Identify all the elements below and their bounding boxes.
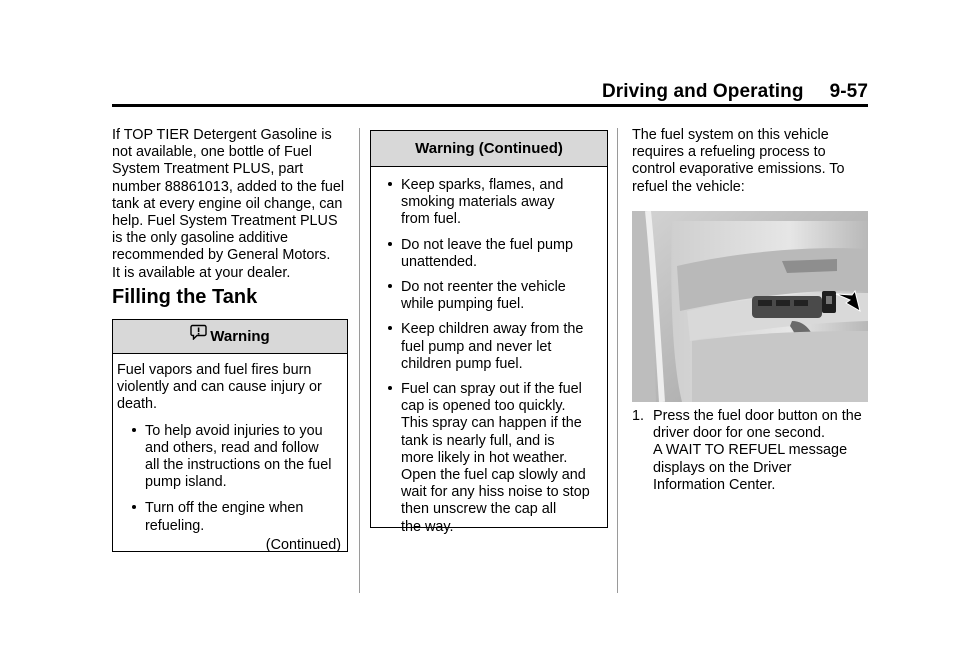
- step-1: [632, 408, 887, 508]
- warning-bullet: Keep children away from the fuel pump and never let children pump fuel.: [385, 321, 607, 373]
- warning-bullet: Do not reenter the vehicle while pumping fuel.: [385, 279, 607, 313]
- running-head: [602, 81, 868, 103]
- continued-label: (Continued): [265, 536, 341, 553]
- step-number: 1.: [632, 408, 645, 424]
- warning-intro: Fuel vapors and fuel fires burn violently and can cause injury or death.: [117, 362, 322, 413]
- header-rule: [112, 104, 868, 107]
- refuel-intro: The fuel system on this vehicle requires a refueling process to control evaporative emissions. To refuel the vehicle:: [632, 127, 845, 195]
- warning-continued-bullet-list: [385, 177, 607, 536]
- warning-bullet: To help avoid injuries to you and others, read and follow all the instructions on the fuel pump island.: [129, 423, 343, 492]
- section-name: Driving and Operating: [601, 81, 804, 102]
- page-number: 9-57: [829, 81, 868, 102]
- section-title: Filling the Tank: [112, 286, 258, 308]
- warning-title: Warning: [210, 328, 270, 345]
- warning-bullet: Fuel can spray out if the fuel cap is opened too quickly. This spray can happen if the tank is nearly full, and is more likely in hot weather. Open the fuel cap slowly and wait for any hiss noise to stop then unscrew the cap all the way.: [385, 381, 607, 536]
- page-header: [112, 80, 868, 106]
- intro-paragraph: If TOP TIER Detergent Gasoline is not available, one bottle of Fuel System Treatment PLUS, part number 88861013, added to the fuel tank at every engine oil change, can help. Fuel System Treatment PLUS is the only gasoline additive recommended by General Motors. It is available at your dealer.: [112, 127, 345, 281]
- warning-bullet: Turn off the engine when refueling.: [129, 500, 343, 534]
- column-divider-left: [359, 128, 360, 593]
- warning-box: [112, 319, 348, 552]
- warning-bullet-list: [129, 423, 343, 535]
- step-text: Press the fuel door button on the driver door for one second. A WAIT TO REFUEL message displays on the Driver Information Center.: [653, 408, 862, 493]
- warning-continued-header: Warning (Continued): [371, 131, 607, 167]
- warning-header: [113, 320, 347, 354]
- driver-door-photo: [632, 211, 868, 402]
- warning-bullet: Do not leave the fuel pump unattended.: [385, 237, 607, 271]
- warning-bullet: Keep sparks, flames, and smoking materials away from fuel.: [385, 177, 607, 229]
- warning-continued-box: [370, 130, 608, 535]
- warning-icon: [190, 319, 207, 352]
- column-divider-right: [617, 128, 618, 593]
